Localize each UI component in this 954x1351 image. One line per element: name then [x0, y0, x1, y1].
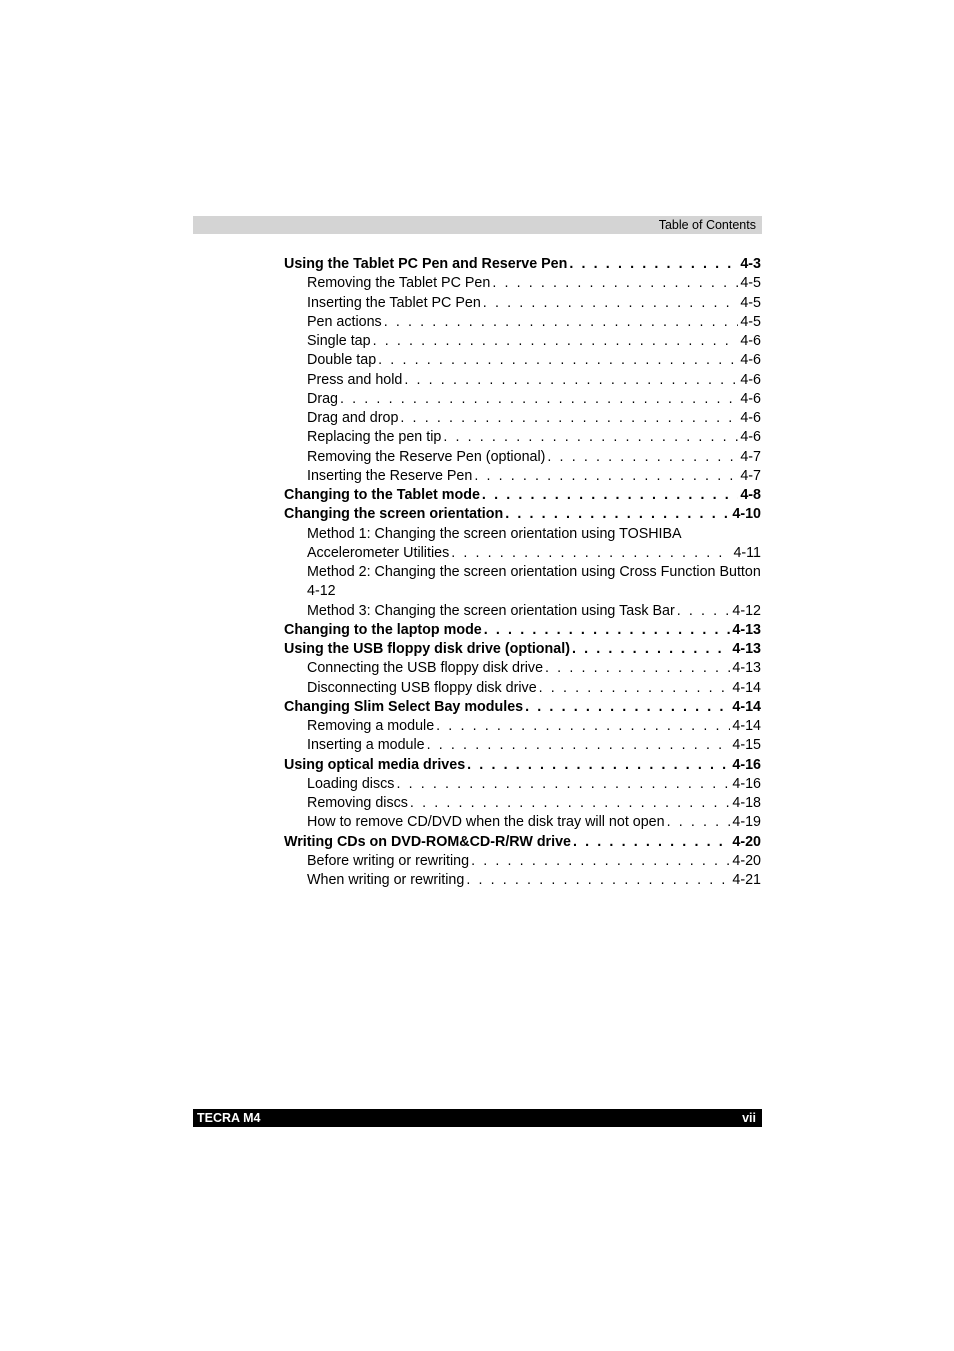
toc-entry[interactable]	[284, 409, 761, 428]
toc-entry-title: Removing the Reserve Pen (optional)	[307, 448, 546, 465]
toc-entry-title: Double tap	[307, 352, 377, 369]
toc-entry[interactable]	[284, 640, 761, 659]
toc-entry[interactable]	[284, 525, 761, 564]
toc-entry-title: When writing or rewriting	[307, 872, 465, 888]
toc-entry-page: 4-14	[732, 718, 761, 734]
toc-entry-page: 4-6	[740, 371, 761, 388]
toc-entry[interactable]	[284, 294, 761, 313]
toc-leader	[384, 313, 739, 332]
toc-entry-page: 4-5	[740, 294, 761, 311]
toc-entry[interactable]	[284, 736, 761, 755]
toc-entry-page: 4-16	[732, 756, 761, 773]
toc-entry-page: 4-16	[732, 775, 761, 792]
toc-leader	[410, 794, 730, 813]
toc-leader	[572, 640, 730, 659]
toc-leader	[404, 371, 738, 390]
toc-entry[interactable]	[284, 332, 761, 351]
table-of-contents	[284, 255, 761, 890]
toc-entry-page: 4-6	[740, 410, 761, 426]
footer-page-number: vii	[742, 1111, 756, 1125]
toc-entry-page: 4-14	[732, 698, 761, 715]
toc-entry-title: Method 2: Changing the screen orientation using Cross Function Button	[307, 564, 761, 580]
toc-entry-title: Writing CDs on DVD-ROM&CD-R/RW drive	[284, 833, 571, 850]
toc-entry[interactable]	[284, 679, 761, 698]
toc-entry-page: 4-8	[740, 487, 761, 503]
toc-leader	[378, 351, 738, 370]
toc-entry-title: Removing the Tablet PC Pen	[307, 275, 491, 292]
toc-entry-title: Changing Slim Select Bay modules	[284, 698, 524, 715]
toc-leader	[547, 448, 738, 467]
toc-entry-title: Connecting the USB floppy disk drive	[307, 660, 544, 677]
toc-entry-page: 4-15	[732, 737, 761, 754]
toc-entry-page: 4-12	[307, 583, 336, 600]
toc-entry[interactable]	[284, 563, 761, 602]
toc-entry-page: 4-10	[732, 506, 761, 523]
toc-entry[interactable]	[284, 505, 761, 524]
toc-entry-page: 4-5	[740, 313, 761, 330]
footer-product-name: TECRA M4	[197, 1111, 261, 1125]
toc-entry-title: How to remove CD/DVD when the disk tray will not open	[307, 814, 665, 831]
toc-entry[interactable]	[284, 621, 761, 640]
toc-entry-page: 4-3	[740, 256, 761, 272]
toc-entry-title: Drag	[307, 390, 338, 407]
toc-entry-title: Method 1: Changing the screen orientation using TOSHIBA	[307, 525, 682, 542]
toc-entry[interactable]	[284, 659, 761, 678]
toc-entry-title: Replacing the pen tip	[307, 429, 442, 446]
toc-leader	[569, 255, 738, 274]
toc-entry-title: Changing to the Tablet mode	[284, 487, 480, 503]
toc-entry-page: 4-6	[740, 333, 761, 349]
toc-entry[interactable]	[284, 852, 761, 871]
toc-entry-page: 4-7	[740, 448, 761, 465]
toc-entry-title: Disconnecting USB floppy disk drive	[307, 679, 537, 696]
toc-entry-title: Before writing or rewriting	[307, 852, 470, 869]
toc-entry[interactable]	[284, 756, 761, 775]
toc-leader	[451, 544, 731, 563]
toc-entry-title: Using optical media drives	[284, 756, 466, 773]
toc-entry-page: 4-7	[740, 467, 761, 484]
toc-entry[interactable]	[284, 428, 761, 447]
toc-entry-page: 4-20	[732, 833, 761, 850]
toc-entry-title: Removing a module	[307, 718, 435, 734]
toc-entry[interactable]	[284, 351, 761, 370]
toc-entry[interactable]	[284, 448, 761, 467]
toc-leader	[539, 679, 731, 698]
toc-entry-title: Changing to the laptop mode	[284, 621, 482, 638]
toc-entry-title: Pen actions	[307, 313, 382, 330]
toc-entry[interactable]	[284, 813, 761, 832]
toc-leader	[474, 467, 738, 486]
toc-leader	[484, 621, 731, 640]
toc-leader	[525, 698, 730, 717]
toc-entry[interactable]	[284, 871, 761, 890]
toc-entry-page: 4-13	[732, 660, 761, 677]
toc-entry-title: Using the USB floppy disk drive (optional)	[284, 641, 570, 657]
toc-entry-title: Using the Tablet PC Pen and Reserve Pen	[284, 256, 568, 272]
toc-entry-title: Drag and drop	[307, 410, 399, 426]
toc-entry-page: 4-18	[732, 795, 761, 811]
toc-entry-title-continued: Accelerometer Utilities	[307, 544, 450, 561]
toc-entry-title: Loading discs	[307, 775, 395, 792]
toc-entry[interactable]	[284, 371, 761, 390]
toc-leader	[400, 409, 738, 428]
toc-entry-page: 4-14	[732, 679, 761, 696]
toc-entry-page: 4-6	[740, 390, 761, 407]
toc-entry-title: Inserting the Reserve Pen	[307, 467, 473, 484]
toc-leader	[340, 390, 738, 409]
toc-entry-page: 4-5	[740, 275, 761, 292]
toc-entry-page: 4-21	[732, 872, 761, 888]
toc-entry-page: 4-13	[732, 621, 761, 638]
toc-leader	[436, 717, 730, 736]
toc-entry-title: Removing discs	[307, 795, 408, 811]
toc-entry-line	[284, 544, 761, 563]
toc-entry-page: 4-11	[733, 544, 761, 561]
toc-leader	[443, 428, 738, 447]
toc-entry-title: Changing the screen orientation	[284, 506, 504, 523]
toc-leader	[466, 871, 730, 890]
toc-entry[interactable]	[284, 698, 761, 717]
toc-entry-page: 4-6	[740, 429, 761, 446]
toc-leader	[427, 736, 731, 755]
toc-entry[interactable]	[284, 717, 761, 736]
toc-entry[interactable]	[284, 313, 761, 332]
toc-leader	[482, 486, 738, 505]
toc-entry[interactable]	[284, 794, 761, 813]
toc-leader	[483, 294, 739, 313]
toc-entry[interactable]	[284, 602, 761, 621]
toc-entry[interactable]	[284, 486, 761, 505]
toc-entry-page: 4-19	[732, 814, 761, 831]
toc-leader	[667, 813, 731, 832]
toc-entry-title: Press and hold	[307, 371, 403, 388]
toc-leader	[471, 852, 730, 871]
toc-entry-title: Inserting the Tablet PC Pen	[307, 294, 481, 311]
toc-entry[interactable]	[284, 833, 761, 852]
toc-entry-title: Method 3: Changing the screen orientation using Task Bar	[307, 602, 675, 619]
running-footer	[193, 1109, 762, 1127]
toc-leader	[373, 332, 739, 351]
toc-leader	[467, 756, 730, 775]
toc-leader	[505, 505, 730, 524]
toc-entry-title: Single tap	[307, 333, 371, 349]
toc-leader	[492, 274, 738, 293]
toc-leader	[545, 659, 730, 678]
toc-leader	[396, 775, 730, 794]
header-title: Table of Contents	[658, 218, 756, 232]
running-header	[193, 216, 762, 234]
toc-entry[interactable]	[284, 255, 761, 274]
toc-entry-page: 4-20	[732, 852, 761, 869]
toc-entry[interactable]	[284, 274, 761, 293]
toc-entry[interactable]	[284, 467, 761, 486]
toc-entry-page: 4-12	[732, 602, 761, 619]
toc-entry-title: Inserting a module	[307, 737, 425, 754]
toc-entry-page: 4-6	[740, 352, 761, 369]
toc-leader	[677, 602, 731, 621]
toc-entry-page: 4-13	[732, 641, 761, 657]
toc-entry[interactable]	[284, 390, 761, 409]
toc-entry[interactable]	[284, 775, 761, 794]
toc-leader	[573, 833, 730, 852]
